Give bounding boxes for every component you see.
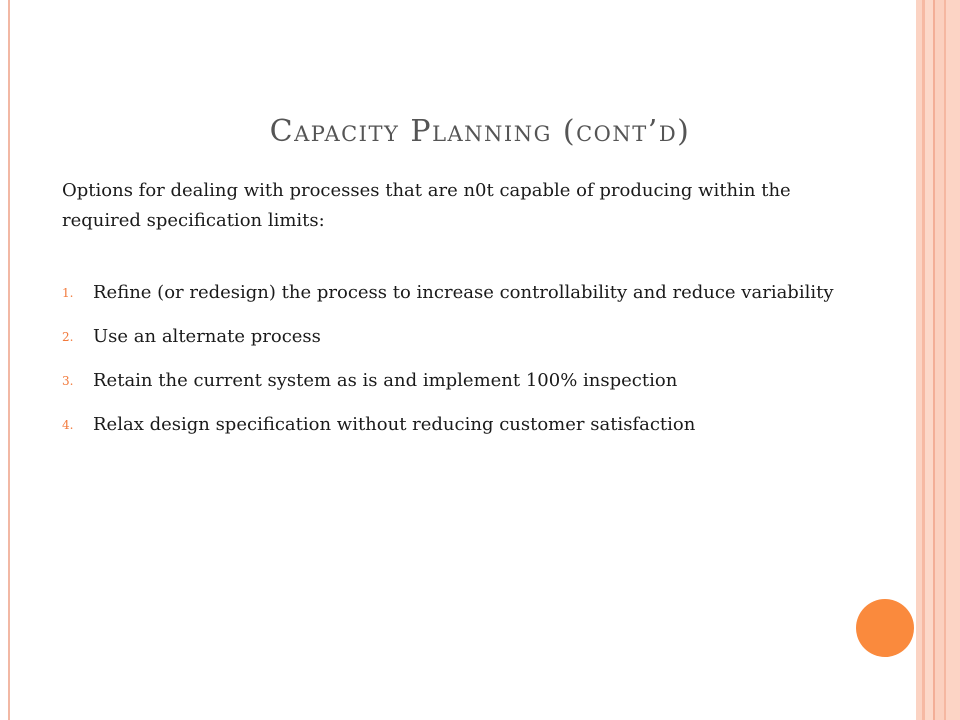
list-item-text: Refine (or redesign) the process to increase controllability and reduce variability xyxy=(93,282,834,303)
left-border-line xyxy=(8,0,10,720)
intro-text: Options for dealing with processes that are n0t capable of producing within the required specification limits: xyxy=(62,180,791,231)
right-border-stripe xyxy=(946,0,960,720)
list-number: 3. xyxy=(62,374,74,388)
list-item-text: Relax design specification without reducing customer satisfaction xyxy=(93,414,696,435)
list-item xyxy=(62,366,862,396)
orange-circle-decoration xyxy=(856,599,914,657)
right-border-stripe xyxy=(925,0,933,720)
right-border-stripe xyxy=(935,0,944,720)
list-item xyxy=(62,278,862,308)
list-item xyxy=(62,410,862,440)
list-item-text: Use an alternate process xyxy=(93,326,321,347)
list-number: 4. xyxy=(62,418,74,432)
list-item-text: Retain the current system as is and implement 100% inspection xyxy=(93,370,678,391)
list-item xyxy=(62,322,862,352)
list-number: 1. xyxy=(62,286,74,300)
slide-title: Capacity Planning (cont’d) xyxy=(269,114,691,149)
list-number: 2. xyxy=(62,330,74,344)
options-list xyxy=(62,278,862,454)
